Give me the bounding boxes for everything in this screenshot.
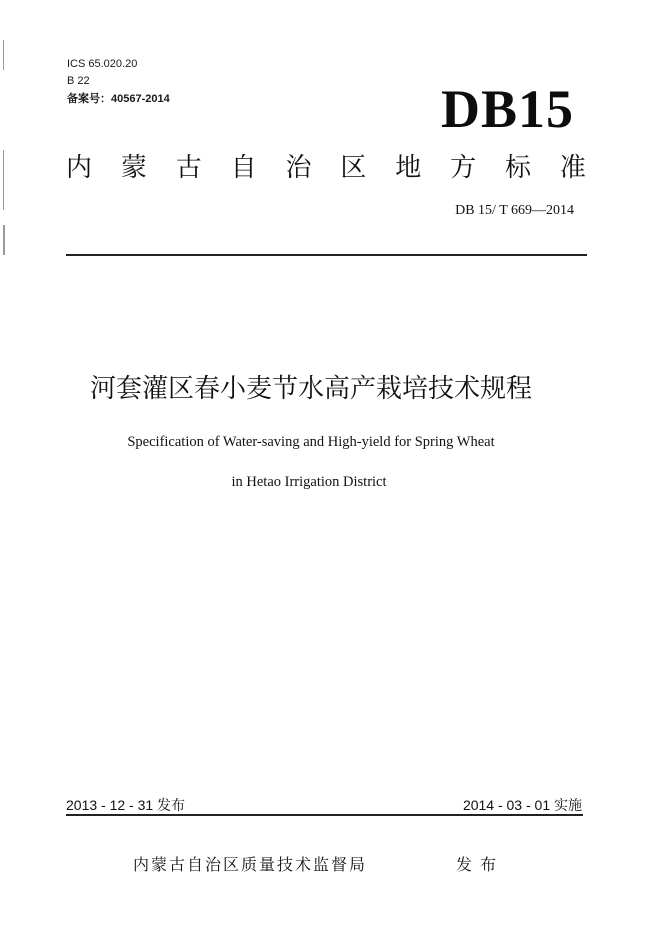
- ccs-code: B 22: [67, 75, 90, 87]
- footer-divider: [66, 814, 583, 816]
- standard-type-char: 内: [66, 153, 93, 183]
- issue-date: 2013 - 12 - 31 发布: [66, 797, 186, 813]
- title-chinese: 河套灌区春小麦节水高产栽培技术规程: [89, 374, 532, 404]
- standard-type-char: 蒙: [120, 153, 147, 183]
- title-english-line2: in Hetao Irrigation District: [231, 474, 387, 490]
- scan-mark: [3, 150, 4, 210]
- standard-type-char: 区: [340, 153, 367, 183]
- implementation-date: 2014 - 03 - 01 实施: [462, 797, 582, 813]
- publish-label: 发布: [456, 855, 505, 874]
- standard-type-char: 标: [505, 153, 532, 183]
- filing-number: 备案号：40567-2014: [67, 93, 170, 105]
- standard-type-char: 准: [559, 153, 586, 183]
- standard-type-char: 治: [285, 153, 312, 183]
- standard-type-char: 古: [175, 153, 202, 183]
- scan-mark: [3, 40, 4, 70]
- standard-type-char: 自: [230, 153, 257, 183]
- ics-code: ICS 65.020.20: [67, 58, 138, 70]
- db-logo: DB15: [440, 79, 574, 139]
- standard-type-char: 地: [395, 153, 422, 183]
- header-divider: [66, 254, 587, 256]
- title-english-line1: Specification of Water-saving and High-yield for Spring Wheat: [127, 434, 495, 450]
- issuing-authority: 内蒙古自治区质量技术监督局: [133, 855, 368, 874]
- standard-type-title: [66, 152, 586, 184]
- standard-type-char: 方: [450, 153, 477, 183]
- scan-mark: [3, 225, 5, 255]
- standard-number: DB 15/ T 669—2014: [455, 203, 574, 218]
